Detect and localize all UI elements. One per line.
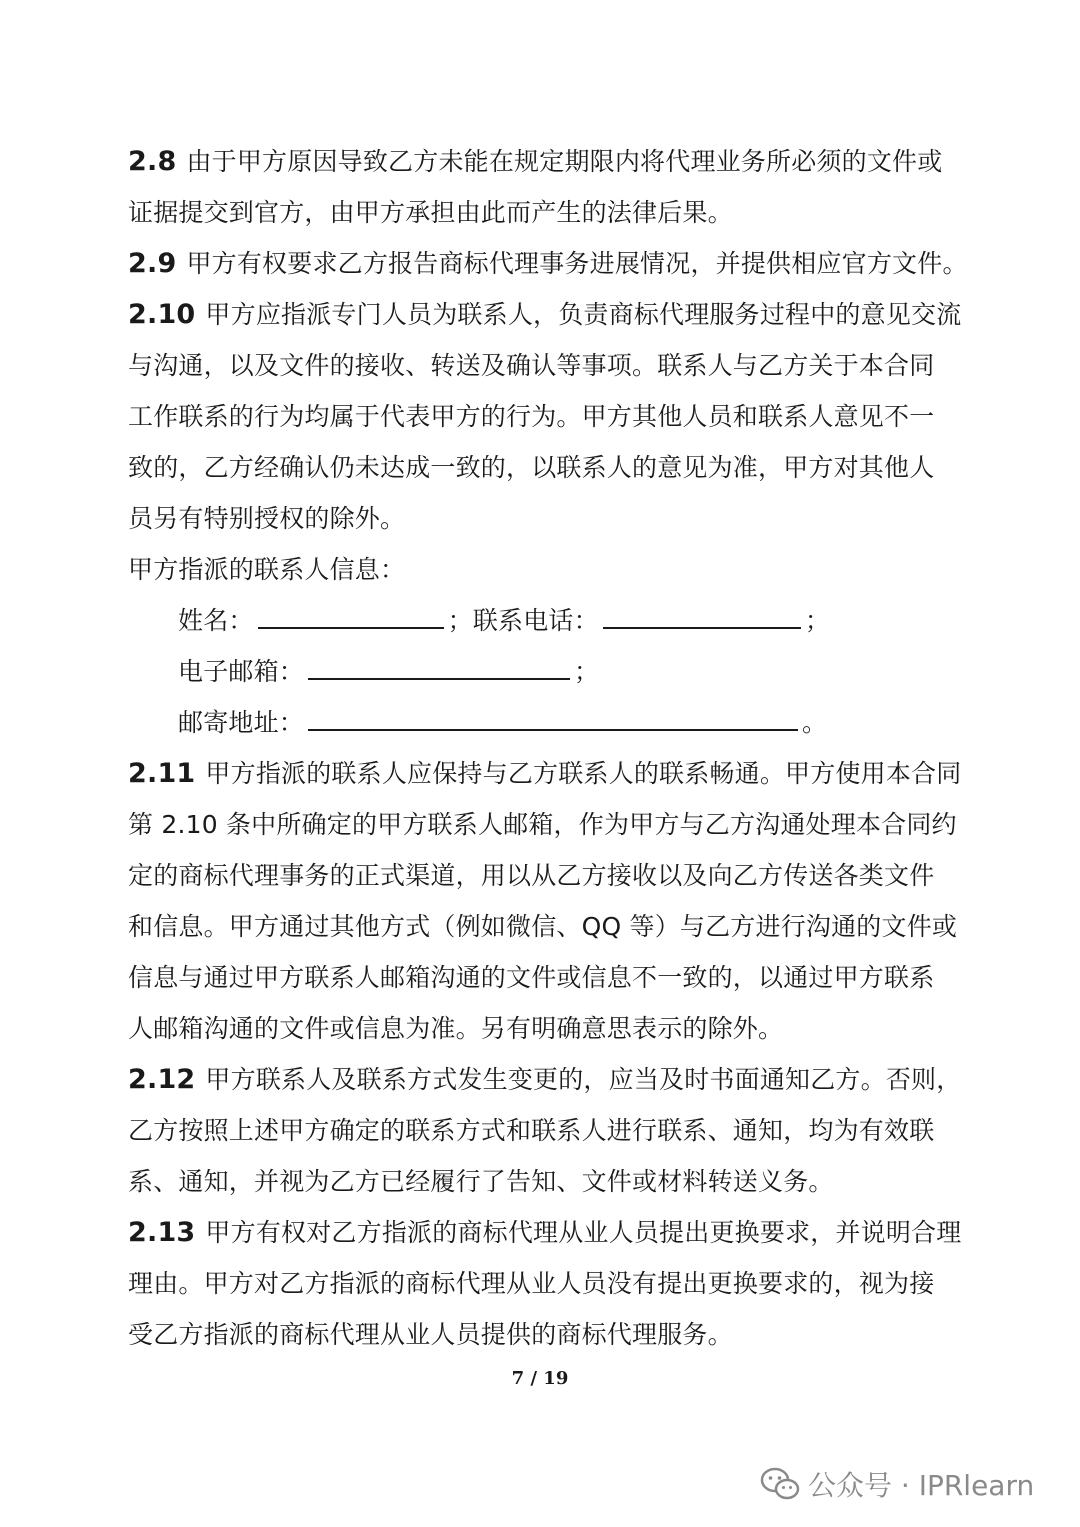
clause-2-10-line-4: 致的，乙方经确认仍未达成一致的，以联系人的意见为准，甲方对其他人 [128, 453, 935, 482]
clause-2-8-line-2: 证据提交到官方，由甲方承担由此而产生的法律后果。 [128, 198, 733, 227]
phone-label: 联系电话： [472, 606, 599, 635]
email-blank-field[interactable] [308, 652, 570, 680]
contact-name-row [178, 601, 1008, 641]
contact-email-row [178, 652, 1008, 692]
contact-heading: 甲方指派的联系人信息： [128, 555, 406, 584]
clause-2-13-line-3: 受乙方指派的商标代理从业人员提供的商标代理服务。 [128, 1320, 733, 1349]
clause-2-9-line-1 [128, 244, 968, 284]
clause-number: 2.9 [128, 248, 177, 279]
address-blank-field[interactable] [308, 703, 798, 731]
clause-2-11-line-4: 和信息。甲方通过其他方式（例如微信、QQ 等）与乙方进行沟通的文件或 [128, 912, 958, 941]
email-label: 电子邮箱： [178, 657, 305, 686]
clause-2-11-line-1 [128, 754, 962, 794]
clause-text: 甲方有权对乙方指派的商标代理从业人员提出更换要求，并说明合理 [205, 1218, 962, 1247]
clause-text: 甲方联系人及联系方式发生变更的，应当及时书面通知乙方。否则， [205, 1065, 962, 1094]
end-mark: 。 [802, 708, 828, 737]
clause-number: 2.12 [128, 1064, 196, 1095]
wechat-icon [760, 1466, 800, 1502]
clause-2-11-line-5: 信息与通过甲方联系人邮箱沟通的文件或信息不一致的，以通过甲方联系 [128, 963, 935, 992]
clause-2-10-line-5: 员另有特别授权的除外。 [128, 504, 406, 533]
clause-2-12-line-3: 系、通知，并视为乙方已经履行了告知、文件或材料转送义务。 [128, 1167, 834, 1196]
name-blank-field[interactable] [258, 601, 444, 629]
separator: ； [574, 657, 600, 686]
clause-text: 甲方有权要求乙方报告商标代理事务进展情况，并提供相应官方文件。 [186, 249, 968, 278]
page-number: 7 / 19 [511, 1368, 569, 1389]
watermark [760, 1462, 1034, 1506]
separator: ； [804, 606, 831, 635]
clause-2-13-line-1 [128, 1213, 962, 1253]
clause-2-11-line-2: 第 2.10 条中所确定的甲方联系人邮箱，作为甲方与乙方沟通处理本合同约 [128, 810, 957, 839]
address-label: 邮寄地址： [178, 708, 305, 737]
clause-text: 甲方应指派专门人员为联系人，负责商标代理服务过程中的意见交流 [205, 300, 962, 329]
clause-2-10-line-1 [128, 295, 962, 335]
clause-2-10-line-2: 与沟通，以及文件的接收、转送及确认等事项。联系人与乙方关于本合同 [128, 351, 935, 380]
clause-2-11-line-3: 定的商标代理事务的正式渠道，用以从乙方接收以及向乙方传送各类文件 [128, 861, 935, 890]
contact-address-row [178, 703, 1008, 743]
clause-2-13-line-2: 理由。甲方对乙方指派的商标代理从业人员没有提出更换要求的，视为接 [128, 1269, 935, 1298]
clause-2-11-line-6: 人邮箱沟通的文件或信息为准。另有明确意思表示的除外。 [128, 1014, 784, 1043]
clause-number: 2.8 [128, 146, 177, 177]
clause-text: 甲方指派的联系人应保持与乙方联系人的联系畅通。甲方使用本合同 [205, 759, 962, 788]
watermark-text: 公众号 · IPRlearn [808, 1469, 1035, 1502]
separator: ； [447, 606, 473, 635]
clause-2-12-line-2: 乙方按照上述甲方确定的联系方式和联系人进行联系、通知，均为有效联 [128, 1116, 935, 1145]
phone-blank-field[interactable] [603, 601, 801, 629]
clause-2-12-line-1 [128, 1060, 962, 1100]
clause-text: 由于甲方原因导致乙方未能在规定期限内将代理业务所必须的文件或 [186, 147, 943, 176]
clause-number: 2.11 [128, 758, 196, 789]
clause-2-8-line-1 [128, 142, 958, 182]
name-label: 姓名： [178, 606, 254, 635]
clause-number: 2.13 [128, 1217, 196, 1248]
clause-2-10-line-3: 工作联系的行为均属于代表甲方的行为。甲方其他人员和联系人意见不一 [128, 402, 935, 431]
clause-number: 2.10 [128, 299, 196, 330]
